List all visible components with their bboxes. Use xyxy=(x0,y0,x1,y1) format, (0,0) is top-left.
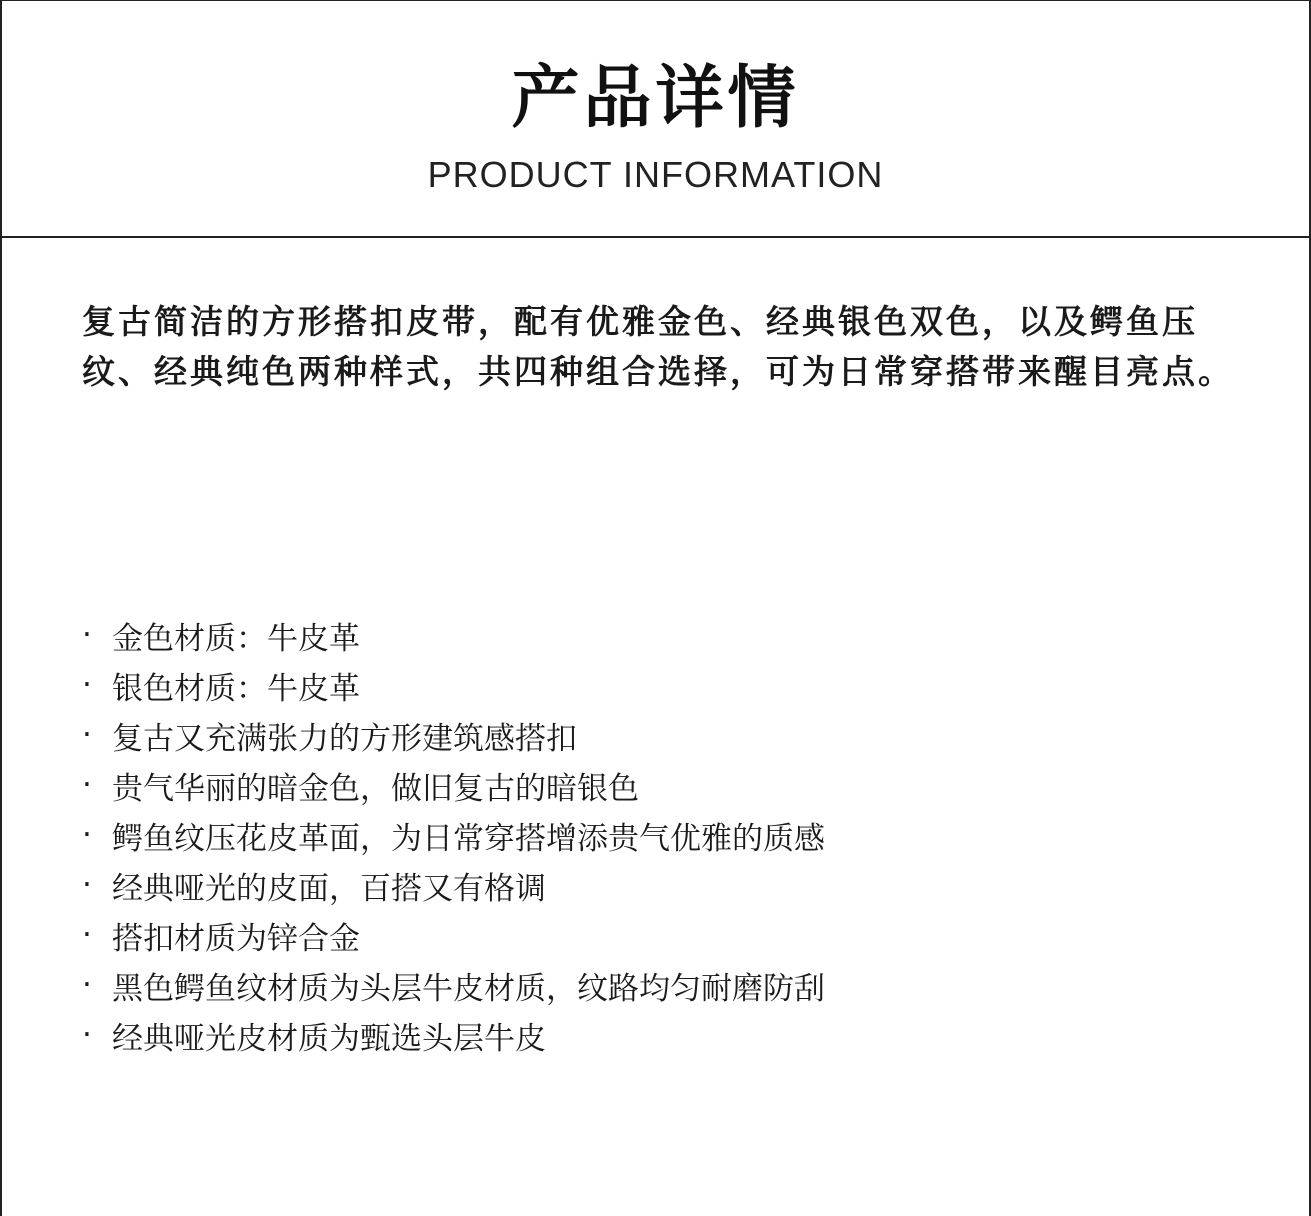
list-item xyxy=(82,910,825,960)
bullet-icon: · xyxy=(82,617,92,653)
list-item xyxy=(82,860,825,910)
bullet-icon: · xyxy=(82,1017,92,1053)
list-item xyxy=(82,760,825,810)
list-item xyxy=(82,1010,825,1060)
bullet-icon: · xyxy=(82,867,92,903)
bullet-icon: · xyxy=(82,667,92,703)
feature-text: 经典哑光皮材质为甄选头层牛皮 xyxy=(112,1020,546,1057)
list-item xyxy=(82,810,825,860)
product-description: 复古简洁的方形搭扣皮带，配有优雅金色、经典银色双色，以及鳄鱼压纹、经典纯色两种样式，共四种组合选择，可为日常穿搭带来醒目亮点。 xyxy=(82,302,1234,391)
bullet-icon: · xyxy=(82,967,92,1003)
feature-text: 鳄鱼纹压花皮革面，为日常穿搭增添贵气优雅的质感 xyxy=(112,820,825,857)
list-item xyxy=(82,660,825,710)
bullet-icon: · xyxy=(82,717,92,753)
feature-text: 搭扣材质为锌合金 xyxy=(112,920,360,957)
feature-text: 银色材质：牛皮革 xyxy=(112,670,360,707)
bullet-icon: · xyxy=(82,917,92,953)
feature-text: 复古又充满张力的方形建筑感搭扣 xyxy=(112,720,577,757)
list-item xyxy=(82,960,825,1010)
page-title: 产品详情 xyxy=(511,59,800,138)
list-item xyxy=(82,710,825,760)
header-section xyxy=(2,1,1309,238)
list-item xyxy=(82,610,825,660)
feature-text: 金色材质：牛皮革 xyxy=(112,620,360,657)
feature-list xyxy=(82,610,825,1060)
page-subtitle: PRODUCT INFORMATION xyxy=(427,154,884,195)
feature-text: 黑色鳄鱼纹材质为头层牛皮材质，纹路均匀耐磨防刮 xyxy=(112,970,825,1007)
bullet-icon: · xyxy=(82,817,92,853)
feature-text: 经典哑光的皮面，百搭又有格调 xyxy=(112,870,546,907)
bullet-icon: · xyxy=(82,767,92,803)
feature-text: 贵气华丽的暗金色，做旧复古的暗银色 xyxy=(112,770,639,807)
